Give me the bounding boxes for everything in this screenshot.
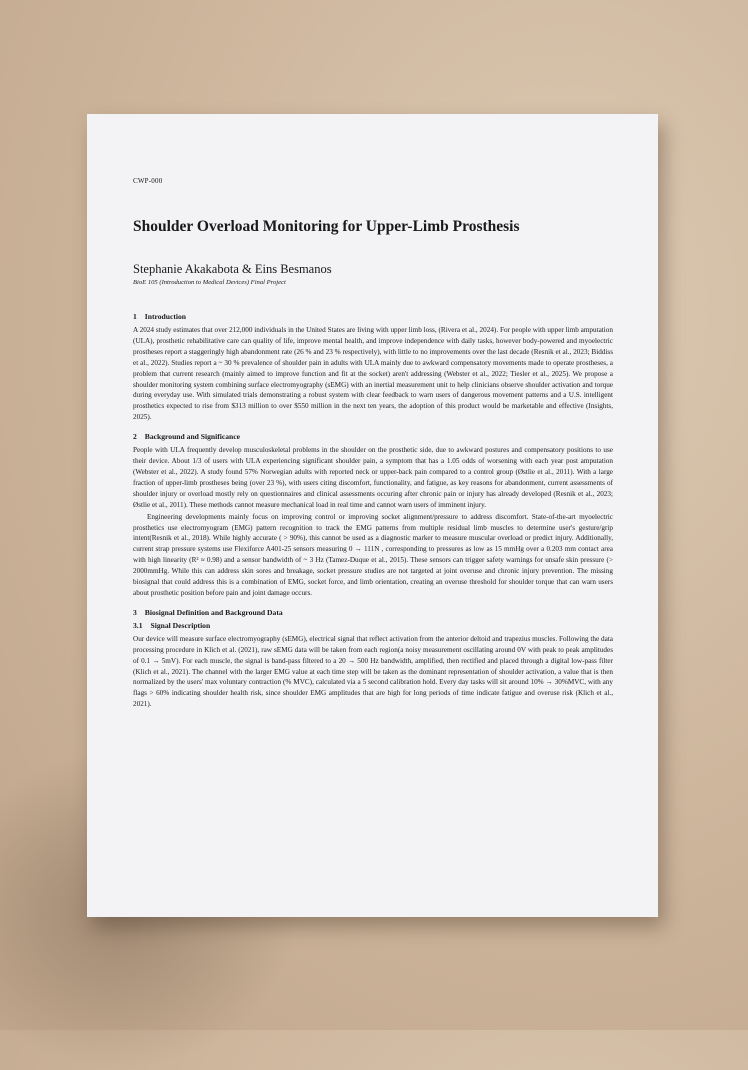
paper-page bbox=[87, 114, 658, 917]
paper-authors: Stephanie Akakabota & Eins Besmanos bbox=[133, 262, 332, 276]
paragraph: A 2024 study estimates that over 212,000 individuals in the United States are living with upper limb loss, (Rivera et al., 2024). For people with upper limb amputation (ULA), prosthetic rehabilitative care can quality of life, improve mental health, and improve independence with daily tasks, however body-powered and myoelectric prostheses report a staggeringly high abandonment rate (26 % and 23 % respectively), with little to no improvements over the last decade (Resnik et al., 2023; Biddiss et al., 2022). Studies report a ~ 30 % prevalence of shoulder pain in adults with ULA mainly due to awkward compensatory movements made to operate prostheses, a problem that current research (mainly aimed to improve function and fit at the socket) aren't addressing (Webster et al., 2022; Tiesler et al., 2025). We propose a shoulder monitoring system combining surface electromyography (sEMG) with an inertial measurement unit to help clinicians observe shoulder activation and torque during everyday use. With simulated trials demonstrating a robust system with clear feedback to warn users of dangerous movement patterns and a U.S. intelligent prosthetics expected to rise from $313 million to over $550 million in the next ten years, the adoption of this product would be marketable and effective (Insights, 2025). bbox=[133, 326, 613, 422]
section-heading-background: 2 Background and Significance bbox=[133, 432, 241, 442]
course-line: BioE 105 (Introduction to Medical Devices) Final Project bbox=[133, 279, 286, 286]
paper-body bbox=[133, 312, 613, 719]
subsection-heading-signal-description: 3.1 Signal Description bbox=[133, 620, 211, 630]
document-id: CWP-000 bbox=[133, 177, 163, 185]
paper-title: Shoulder Overload Monitoring for Upper-Limb Prosthesis bbox=[133, 218, 520, 235]
paragraph: Our device will measure surface electromyography (sEMG), electrical signal that reflect activation from the anterior deltoid and trapezius muscles. Following the data processing procedure in Klich et al. (2021), raw sEMG data will be taken from each region(a noisy measurement oscillating around 0V with peak to peak amplitudes of 0.1 → 5mV). For each muscle, the signal is band-pass filtered to a 20 → 500 Hz bandwidth, amplified, then rectified and placed through a digital low-pass filter (Klich et al., 2021). The channel with the larger EMG value at each time step will be taken as the dominant representation of shoulder activation, a value that is then normalized by the users' max voluntary contraction (% MVC), calculated via a 5 second calibration hold. Every day tasks will sit around 10% → 30%MVC, with any flags > 60% indicating shoulder health risk, since shoulder EMG amplitudes that are high for long periods of time indicate fatigue and overuse risk (Klich et al., 2021). bbox=[133, 634, 613, 709]
section-heading-introduction: 1 Introduction bbox=[133, 312, 187, 321]
section-heading-biosignal: 3 Biosignal Definition and Background Data bbox=[133, 607, 283, 617]
paragraph: Engineering developments mainly focus on improving control or improving socket alignment/pressure to address discomfort. State-of-the-art myoelectric prosthetics use electromyogram (EMG) pattern recognition to track the EMG patterns from multiple residual limb muscles to determine user's gesture/grip intent(Resnik et al., 2018). While highly accurate ( > 90%), this cannot be used as a diagnostic marker to measure muscular overload or predict injury. Additionally, current strap pressure systems use Flexiforce A401-25 sensors measuring 0 → 111N , corresponding to pressures as low as 15 mmHg over a 0.203 mm contact area with high linearity (R² ≈ 0.98) and a sensor bandwidth of ~ 3 Hz (Tamez-Duque et al., 2015). These sensors can trigger safety warnings for unsafe skin pressure (> 2000mmHg. While this can address skin sores and breakage, socket pressure studies are not targeted at joint overuse and chronic injury prevention. The missing biosignal that could address this is a combination of EMG, socket force, and limb orientation, creating an overuse threshold for shoulder torque that can warn users about prosthetic position before pain and joint damage occurs. bbox=[133, 512, 613, 597]
paragraph: People with ULA frequently develop musculoskeletal problems in the shoulder on the prosthetic side, due to awkward postures and compensatory positions to use their device. About 1/3 of users with ULA experiencing significant shoulder pain, a symptom that has a 1.05 odds of worsening with each year post amputation (Webster et al., 2022). A study found 57% Norwegian adults with reported neck or upper-back pain compared to a control group (Østlie et al., 2011). With a large fraction of upper-limb prostheses being (over 23 %), with users citing discomfort, functionality, and fatigue, as key reasons for abandonment, current assessments of shoulder injury or overload mostly rely on questionnaires and clinical assessments occuring after chronic pain or injury has already developed (Resnik et al., 2023; Østlie et al., 2011). These methods cannot measure mechanical load in real time and cannot warn users of imminent injury. bbox=[133, 446, 613, 509]
